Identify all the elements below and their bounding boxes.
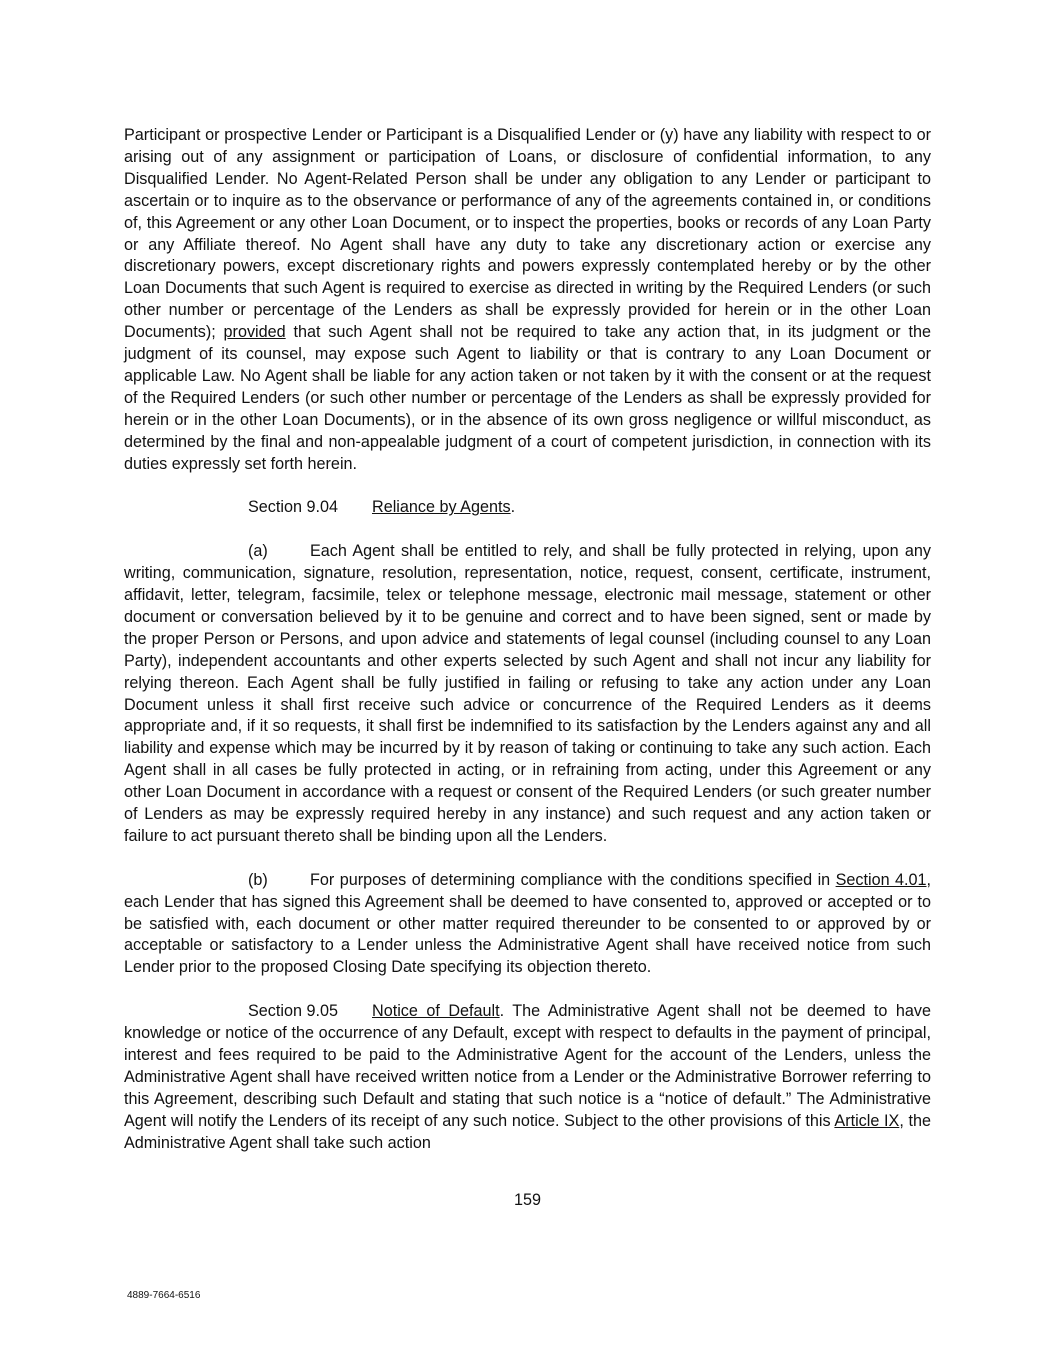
clause-label: (a) <box>248 542 268 561</box>
section-9-04-b <box>124 870 931 980</box>
section-4-01-link[interactable]: Section 4.01 <box>835 870 927 889</box>
section-text-continued: , the Administrative Agent shall take such action <box>124 1111 931 1152</box>
section-title: Notice of Default <box>372 1002 500 1021</box>
article-ix-link[interactable]: Article IX <box>834 1111 900 1130</box>
section-9-04-a <box>124 541 931 848</box>
section-9-05 <box>124 1001 931 1154</box>
paragraph-continuation <box>124 125 931 476</box>
paragraph-text-continued: that such Agent shall not be required to take any action that, in its judgment or the judgment of its counsel, may expose such Agent to liability or that is contrary to any Loan Document or applicable Law. No Agent shall be liable for any action taken or not taken by it with the consent or at the request of the Required Lenders (or such other number or percentage of the Lenders as shall be expressly provided for herein or in the other Loan Documents), or in the absence of its own gross negligence or willful misconduct, as determined by the final and non-appealable judgment of a court of competent jurisdiction, in connection with its duties expressly set forth herein. <box>124 323 931 473</box>
section-text: . The Administrative Agent shall not be deemed to have knowledge or notice of the occurrence of any Default, except with respect to defaults in the payment of principal, interest and fees required to be paid to the Administrative Agent for the account of the Lenders, unless the Administrative Agent shall have received written notice from a Lender or the Administrative Borrower referring to this Agreement, describing such Default and stating that such notice is a “notice of default.” The Administrative Agent will notify the Lenders of its receipt of any such notice. Subject to the other provisions of this <box>124 1002 931 1130</box>
section-number: Section 9.04 <box>248 498 338 517</box>
clause-label: (b) <box>248 870 268 889</box>
paragraph-text: Participant or prospective Lender or Participant is a Disqualified Lender or (y) have any liability with respect to or arising out of any assignment or participation of Loans, or disclosure of confidential information, to any Disqualified Lender. No Agent-Related Person shall be under any obligation to any Lender or participant to ascertain or to inquire as to the observance or performance of any of the agreements contained in, or conditions of, this Agreement or any other Loan Document, or to inspect the properties, books or records of any Loan Party or any Affiliate thereof. No Agent shall have any duty to take any discretionary action or exercise any discretionary powers, except discretionary rights and powers expressly contemplated hereby or by the other Loan Documents that such Agent is required to exercise as directed in writing by the Required Lenders (or such other number or percentage of the Lenders as shall be expressly provided for herein or in the other Loan Documents); <box>124 126 931 342</box>
section-9-04-heading <box>124 497 931 519</box>
document-id: 4889-7664-6516 <box>127 1290 201 1301</box>
document-body <box>124 125 931 1176</box>
provided-term: provided <box>223 323 286 342</box>
section-title: Reliance by Agents <box>372 498 511 517</box>
clause-text: Each Agent shall be entitled to rely, and shall be fully protected in relying, upon any writing, communication, signature, resolution, representation, notice, request, consent, certificate, instrument, affidavit, letter, telegram, facsimile, telex or telephone message, electronic mail message, statement or other document or conversation believed by it to be genuine and correct and to have been signed, sent or made by the proper Person or Persons, and upon advice and statements of legal counsel (including counsel to any Loan Party), independent accountants and other experts selected by such Agent and shall not incur any liability for relying thereon. Each Agent shall be fully justified in failing or refusing to take any action under any Loan Document unless it shall first receive such advice or concurrence of the Required Lenders as it deems appropriate and, if it so requests, it shall first be indemnified to its satisfaction by the Lenders against any and all liability and expense which may be incurred by it by reason of taking or continuing to take any such action. Each Agent shall in all cases be fully protected in acting, or in refraining from acting, under this Agreement or any other Loan Document in accordance with a request or consent of the Required Lenders (or such greater number of Lenders as may be expressly required hereby in any instance) and such request and any action taken or failure to act pursuant thereto shall be binding upon all the Lenders. <box>124 542 931 845</box>
clause-text: For purposes of determining compliance with the conditions specified in <box>310 870 836 889</box>
section-title-period: . <box>510 498 516 517</box>
section-number: Section 9.05 <box>248 1002 338 1021</box>
clause-text-continued: , each Lender that has signed this Agreement shall be deemed to have consented to, approved or accepted or to be satisfied with, each document or other matter required thereunder to be consented to or approved by or acceptable or satisfactory to a Lender unless the Administrative Agent shall have received notice from such Lender prior to the proposed Closing Date specifying its objection thereto. <box>124 870 931 977</box>
page-number: 159 <box>513 1191 541 1209</box>
